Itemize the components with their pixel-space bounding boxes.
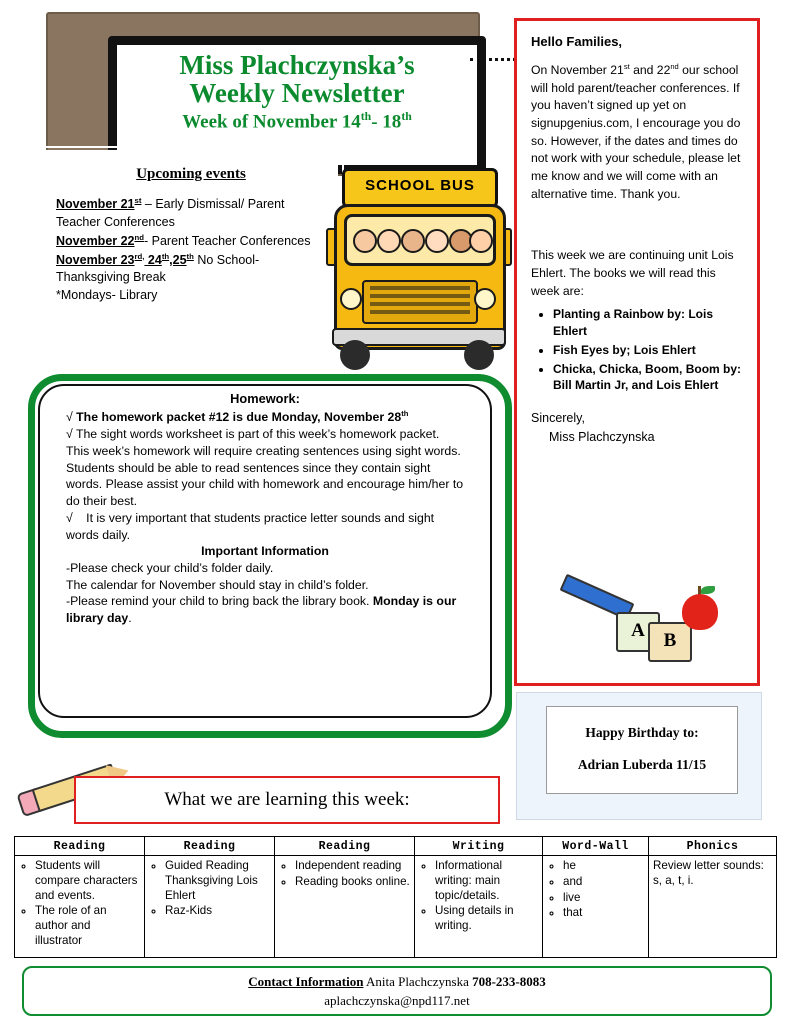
event-3-sup2: th bbox=[161, 251, 170, 261]
list-item: ◦ Guided Reading Thanksgiving Lois Ehlert bbox=[165, 859, 270, 903]
cell-phonics: Review letter sounds: s, a, t, i. bbox=[649, 856, 777, 958]
homework-item-2 bbox=[66, 426, 464, 510]
bus-window bbox=[344, 214, 496, 266]
newsletter-week-range bbox=[117, 110, 477, 133]
bus-child-icon bbox=[469, 229, 493, 253]
event-1-date: November 21 bbox=[56, 197, 135, 212]
letter-p1-a: On November 21 bbox=[531, 62, 624, 77]
abc-blocks-illustration bbox=[560, 578, 730, 670]
event-item-2 bbox=[56, 232, 328, 251]
cell-list bbox=[547, 859, 644, 921]
week-range-sup2: th bbox=[401, 109, 412, 123]
subjects-table-header-row bbox=[15, 837, 777, 856]
list-item: ◦ Reading books online. bbox=[295, 875, 410, 890]
apple-leaf-icon bbox=[701, 586, 715, 594]
homework-check-3: √ bbox=[66, 510, 73, 525]
cell-reading-1 bbox=[15, 856, 145, 958]
cell-list bbox=[149, 859, 270, 919]
list-item: ◦ Independent reading bbox=[295, 859, 410, 874]
bus-headlight-left bbox=[340, 288, 362, 310]
bus-child-icon bbox=[353, 229, 377, 253]
cell-reading-2 bbox=[145, 856, 275, 958]
book-list-item: • Chicka, Chicka, Boom, Boom by: Bill Martin Jr, and Lois Ehlert bbox=[553, 361, 743, 393]
column-header-phonics: Phonics bbox=[649, 837, 777, 856]
letter-closing-text: Sincerely, bbox=[531, 411, 585, 426]
cell-list bbox=[279, 859, 410, 890]
event-3-sup: rd, bbox=[134, 251, 145, 261]
week-range-pre: Week of November 14 bbox=[182, 111, 361, 133]
letter-block-b: B bbox=[648, 622, 692, 662]
school-bus-sign: SCHOOL BUS bbox=[342, 168, 498, 208]
upcoming-events-heading: Upcoming events bbox=[136, 166, 246, 182]
contact-email: aplachczynska@npd117.net bbox=[324, 993, 470, 1008]
column-header-reading-2: Reading bbox=[145, 837, 275, 856]
letter-block-a: A bbox=[616, 612, 660, 652]
birthday-heading: Happy Birthday to: bbox=[585, 725, 699, 740]
list-item: ◦ and bbox=[563, 875, 644, 890]
week-range-sup1: th bbox=[360, 109, 372, 123]
cell-list bbox=[419, 859, 538, 934]
homework-note-3-text: -Please remind your child to bring back the library book. bbox=[66, 594, 373, 609]
list-item: ◦ The role of an author and illustrator bbox=[35, 904, 140, 948]
cell-word-wall bbox=[543, 856, 649, 958]
homework-item-3 bbox=[66, 510, 464, 543]
upcoming-events-body bbox=[46, 183, 336, 305]
letter-p1-sup2: nd bbox=[670, 61, 679, 71]
birthday-box bbox=[546, 706, 738, 794]
homework-item-1 bbox=[66, 409, 464, 426]
contact-phone: 708-233-8083 bbox=[472, 974, 546, 989]
bus-child-icon bbox=[425, 229, 449, 253]
newsletter-title-line2: Weekly Newsletter bbox=[189, 78, 405, 109]
list-item: ◦ Informational writing: main topic/details. bbox=[435, 859, 538, 903]
subjects-table bbox=[14, 836, 777, 958]
homework-note-1: -Please check your child’s folder daily. bbox=[66, 560, 274, 575]
homework-item-1-text: The homework packet #12 is due Monday, November 28 bbox=[76, 410, 402, 425]
bus-headlight-right bbox=[474, 288, 496, 310]
bus-wheel-left bbox=[340, 340, 370, 370]
learning-this-week-banner bbox=[74, 776, 500, 824]
homework-check-1: √ bbox=[66, 410, 73, 425]
apple-icon bbox=[682, 594, 718, 630]
library-day-text: Monday is our library day bbox=[66, 594, 457, 626]
letter-paragraph-1 bbox=[531, 62, 743, 204]
homework-note-3-end: . bbox=[128, 611, 132, 626]
newsletter-title-line1: Miss Plachczynska’s bbox=[179, 50, 415, 80]
letter-p1-sup: st bbox=[623, 61, 630, 71]
list-item: ◦ that bbox=[563, 906, 644, 921]
column-header-reading-3: Reading bbox=[275, 837, 415, 856]
homework-item-1-sup: th bbox=[401, 409, 409, 419]
bus-child-icon bbox=[401, 229, 425, 253]
event-item-1 bbox=[56, 195, 328, 232]
column-header-word-wall: Word-Wall bbox=[543, 837, 649, 856]
upcoming-events-box bbox=[44, 150, 338, 389]
letter-p1-c: our school will hold parent/teacher conferences. If you haven’t signed up yet on signupgenius.com, I encourage you do so. However, if the dates and times do not work with your schedule, please let me know and we will come with an alternative time. Thank you. bbox=[531, 62, 741, 201]
homework-item-2-text: The sight words worksheet is part of this week’s homework packet. This week’s homework will require creating sentences using sight words. Students should be able to read sentences since they contain sight words. Please assist your child with homework and encourage him/her to do their best. bbox=[66, 427, 464, 509]
contact-information-box bbox=[22, 966, 772, 1016]
cell-list bbox=[19, 859, 140, 949]
bus-wheel-right bbox=[464, 340, 494, 370]
event-3-date2: 24 bbox=[144, 252, 162, 267]
event-3-date3: ,25 bbox=[169, 252, 187, 267]
letter-spacer bbox=[531, 203, 743, 247]
homework-check-2: √ bbox=[66, 427, 73, 442]
event-item-3 bbox=[56, 251, 328, 288]
homework-note-3 bbox=[66, 593, 464, 626]
list-item: ◦ Raz-Kids bbox=[165, 904, 270, 919]
event-3-date: November 23 bbox=[56, 252, 135, 267]
week-range-mid: - 18 bbox=[371, 111, 402, 133]
event-1-sup: st bbox=[134, 196, 142, 205]
contact-name: Anita Plachczynska bbox=[363, 974, 473, 989]
homework-item-3-text: It is very important that students practice letter sounds and sight words daily. bbox=[66, 510, 435, 542]
school-bus-illustration bbox=[326, 168, 508, 386]
list-item: ◦ Students will compare characters and events. bbox=[35, 859, 140, 903]
event-2-date: November 22 bbox=[56, 233, 135, 248]
cell-reading-3 bbox=[275, 856, 415, 958]
homework-note-2: The calendar for November should stay in child’s folder. bbox=[66, 577, 369, 592]
family-letter-content bbox=[517, 21, 757, 458]
event-2-sup: nd bbox=[134, 232, 144, 242]
bus-grille bbox=[362, 280, 478, 324]
bus-child-icon bbox=[377, 229, 401, 253]
letter-closing bbox=[531, 409, 743, 445]
table-row bbox=[15, 856, 777, 958]
list-item: ◦ he bbox=[563, 859, 644, 874]
important-information-heading: Important Information bbox=[201, 544, 329, 559]
birthday-name: Adrian Luberda 11/15 bbox=[577, 757, 707, 772]
event-item-4: *Mondays- Library bbox=[56, 288, 158, 303]
contact-label: Contact Information bbox=[248, 974, 364, 989]
event-3-sup3: th bbox=[186, 251, 194, 261]
book-list bbox=[531, 306, 743, 393]
column-header-writing: Writing bbox=[415, 837, 543, 856]
event-1-text: – Early Dismissal/ Parent Teacher Conferences bbox=[56, 197, 285, 229]
book-list-item: • Planting a Rainbow by: Lois Ehlert bbox=[553, 306, 743, 338]
learning-this-week-text: What we are learning this week: bbox=[164, 789, 410, 810]
book-list-item: • Fish Eyes by; Lois Ehlert bbox=[553, 342, 743, 358]
event-3-text: No School- Thanksgiving Break bbox=[56, 252, 260, 285]
dotted-connector bbox=[470, 58, 516, 61]
list-item: ◦ Using details in writing. bbox=[435, 904, 538, 934]
homework-section bbox=[52, 382, 474, 712]
contact-line-1 bbox=[24, 974, 770, 990]
letter-p1-b: and 22 bbox=[629, 62, 671, 77]
letter-signature: Miss Plachczynska bbox=[549, 429, 655, 444]
cell-writing bbox=[415, 856, 543, 958]
column-header-reading-1: Reading bbox=[15, 837, 145, 856]
event-2-text: - Parent Teacher Conferences bbox=[143, 233, 311, 248]
list-item: ◦ live bbox=[563, 891, 644, 906]
letter-paragraph-2: This week we are continuing unit Lois Ehlert. The books we will read this week are: bbox=[531, 248, 734, 298]
letter-greeting: Hello Families, bbox=[531, 34, 623, 49]
homework-heading: Homework: bbox=[230, 391, 300, 406]
